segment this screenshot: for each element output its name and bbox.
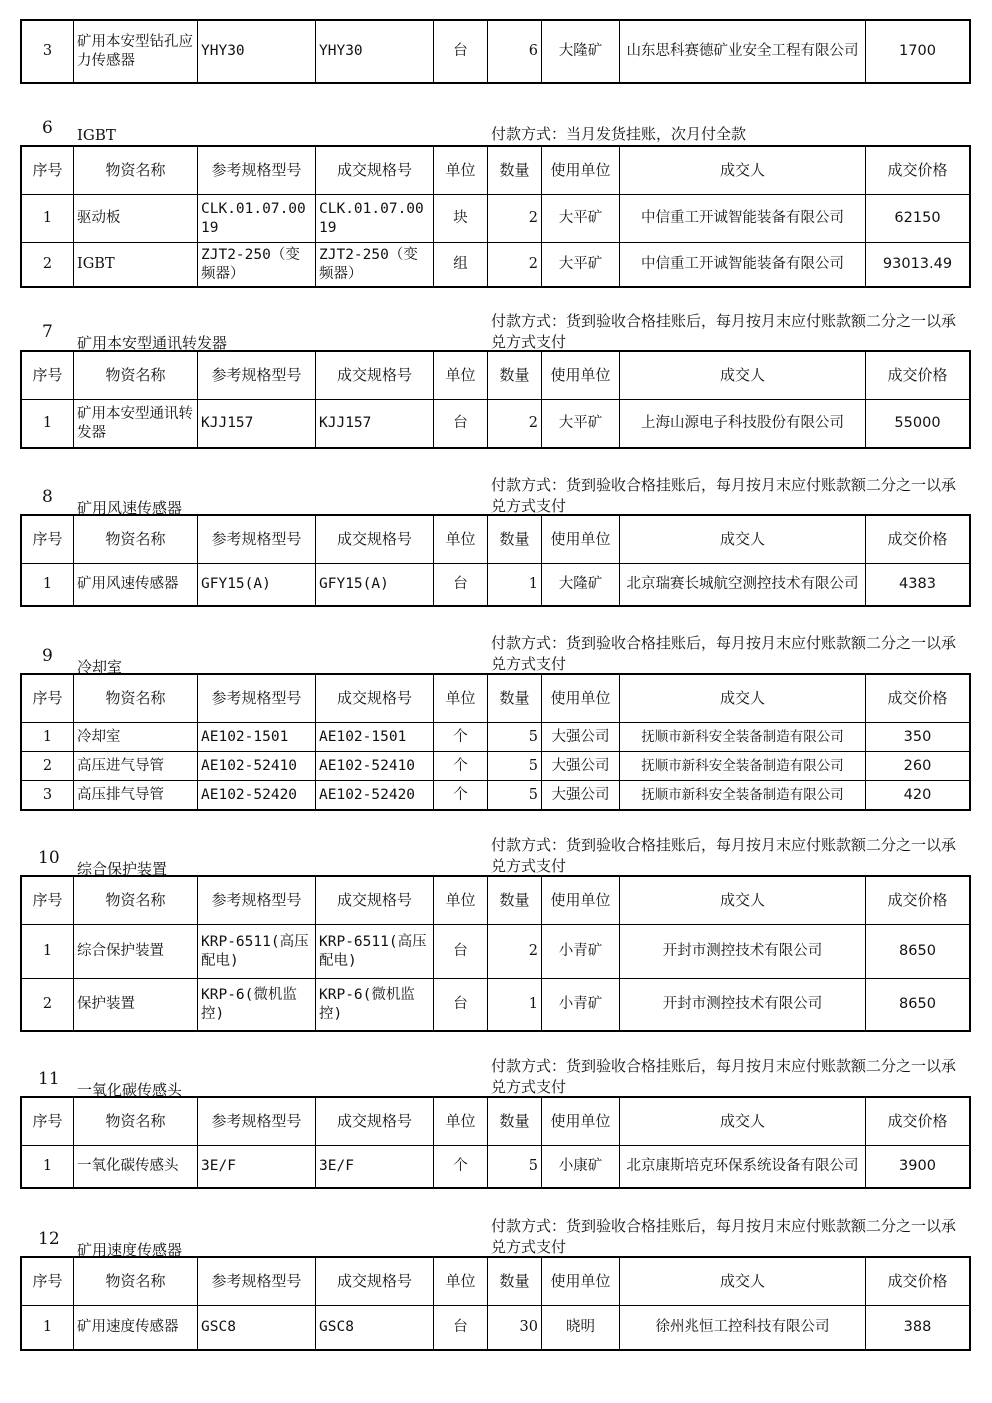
row-price: 93013.49 bbox=[866, 243, 970, 287]
column-header: 成交人 bbox=[620, 1258, 866, 1306]
row-qty: 2 bbox=[488, 243, 542, 287]
row-item-name: 矿用风速传感器 bbox=[74, 564, 198, 606]
row-user-unit: 大隆矿 bbox=[542, 564, 620, 606]
column-header: 参考规格型号 bbox=[198, 675, 316, 723]
column-header: 数量 bbox=[488, 147, 542, 195]
row-seq: 1 bbox=[22, 723, 74, 752]
row-user-unit: 大隆矿 bbox=[542, 21, 620, 83]
section-table bbox=[21, 876, 970, 1031]
column-header: 成交规格号 bbox=[316, 877, 434, 925]
row-unit: 个 bbox=[434, 781, 488, 810]
row-deal-spec: AE102-52420 bbox=[316, 781, 434, 810]
row-qty: 30 bbox=[488, 1306, 542, 1350]
section-title: 一氧化碳传感头 bbox=[77, 1081, 183, 1099]
column-header: 成交人 bbox=[620, 1098, 866, 1146]
row-vendor: 中信重工开诚智能装备有限公司 bbox=[620, 195, 866, 243]
row-qty: 6 bbox=[488, 21, 542, 83]
column-header: 物资名称 bbox=[74, 147, 198, 195]
table-row bbox=[22, 243, 970, 287]
row-user-unit: 大平矿 bbox=[542, 400, 620, 448]
payment-terms: 付款方式：货到验收合格挂账后，每月按月末应付账款额二分之一以承兑方式支付 bbox=[491, 1217, 957, 1256]
row-vendor: 北京康斯培克环保系统设备有限公司 bbox=[620, 1146, 866, 1188]
column-header: 使用单位 bbox=[542, 877, 620, 925]
section-table bbox=[21, 515, 970, 606]
column-header: 序号 bbox=[22, 1098, 74, 1146]
row-deal-spec: KRP-6511(高压配电) bbox=[316, 925, 434, 979]
row-seq: 1 bbox=[22, 400, 74, 448]
column-header: 成交规格号 bbox=[316, 352, 434, 400]
table-row bbox=[22, 979, 970, 1031]
row-user-unit: 大强公司 bbox=[542, 723, 620, 752]
section-table bbox=[21, 674, 970, 810]
column-header: 成交价格 bbox=[866, 352, 970, 400]
column-header: 成交价格 bbox=[866, 147, 970, 195]
row-seq: 2 bbox=[22, 979, 74, 1031]
table-header-row bbox=[22, 1258, 970, 1306]
table-header-row bbox=[22, 675, 970, 723]
row-unit: 台 bbox=[434, 400, 488, 448]
section-title: 矿用本安型通讯转发器 bbox=[77, 334, 228, 352]
column-header: 物资名称 bbox=[74, 516, 198, 564]
row-ref-spec: GSC8 bbox=[198, 1306, 316, 1350]
row-price: 350 bbox=[866, 723, 970, 752]
column-header: 成交规格号 bbox=[316, 147, 434, 195]
payment-terms: 付款方式：货到验收合格挂账后，每月按月末应付账款额二分之一以承兑方式支付 bbox=[491, 634, 957, 673]
row-qty: 1 bbox=[488, 564, 542, 606]
row-seq: 3 bbox=[22, 21, 74, 83]
table-header-row bbox=[22, 352, 970, 400]
row-item-name: 高压进气导管 bbox=[74, 752, 198, 781]
row-price: 3900 bbox=[866, 1146, 970, 1188]
row-qty: 2 bbox=[488, 925, 542, 979]
column-header: 物资名称 bbox=[74, 352, 198, 400]
column-header: 使用单位 bbox=[542, 352, 620, 400]
section-title: 综合保护装置 bbox=[77, 860, 168, 878]
section-number: 7 bbox=[42, 322, 53, 342]
row-seq: 1 bbox=[22, 1306, 74, 1350]
column-header: 数量 bbox=[488, 877, 542, 925]
row-vendor: 山东思科赛德矿业安全工程有限公司 bbox=[620, 21, 866, 83]
column-header: 成交规格号 bbox=[316, 1258, 434, 1306]
column-header: 物资名称 bbox=[74, 1258, 198, 1306]
row-deal-spec: YHY30 bbox=[316, 21, 434, 83]
section-table bbox=[21, 1257, 970, 1350]
row-vendor: 抚顺市新科安全装备制造有限公司 bbox=[620, 752, 866, 781]
row-vendor: 中信重工开诚智能装备有限公司 bbox=[620, 243, 866, 287]
column-header: 成交人 bbox=[620, 147, 866, 195]
row-deal-spec: 3E/F bbox=[316, 1146, 434, 1188]
row-vendor: 北京瑞赛长城航空测控技术有限公司 bbox=[620, 564, 866, 606]
column-header: 单位 bbox=[434, 675, 488, 723]
column-header: 数量 bbox=[488, 1258, 542, 1306]
row-user-unit: 大平矿 bbox=[542, 195, 620, 243]
row-ref-spec: CLK.01.07.0019 bbox=[198, 195, 316, 243]
column-header: 参考规格型号 bbox=[198, 516, 316, 564]
row-item-name: 驱动板 bbox=[74, 195, 198, 243]
row-user-unit: 大强公司 bbox=[542, 752, 620, 781]
row-unit: 台 bbox=[434, 1306, 488, 1350]
row-price: 55000 bbox=[866, 400, 970, 448]
row-user-unit: 大平矿 bbox=[542, 243, 620, 287]
row-item-name: 高压排气导管 bbox=[74, 781, 198, 810]
column-header: 单位 bbox=[434, 1258, 488, 1306]
section-title: 冷却室 bbox=[77, 658, 123, 676]
row-user-unit: 小青矿 bbox=[542, 925, 620, 979]
row-ref-spec: KRP-6511(高压配电) bbox=[198, 925, 316, 979]
row-seq: 3 bbox=[22, 781, 74, 810]
row-item-name: 冷却室 bbox=[74, 723, 198, 752]
row-unit: 台 bbox=[434, 21, 488, 83]
row-deal-spec: KRP-6(微机监控) bbox=[316, 979, 434, 1031]
column-header: 使用单位 bbox=[542, 147, 620, 195]
column-header: 使用单位 bbox=[542, 516, 620, 564]
table-header-row bbox=[22, 516, 970, 564]
column-header: 单位 bbox=[434, 1098, 488, 1146]
row-qty: 5 bbox=[488, 1146, 542, 1188]
column-header: 成交人 bbox=[620, 675, 866, 723]
column-header: 数量 bbox=[488, 1098, 542, 1146]
row-user-unit: 小康矿 bbox=[542, 1146, 620, 1188]
row-unit: 块 bbox=[434, 195, 488, 243]
row-unit: 台 bbox=[434, 564, 488, 606]
column-header: 单位 bbox=[434, 147, 488, 195]
column-header: 成交人 bbox=[620, 877, 866, 925]
continuation-table bbox=[21, 20, 970, 83]
row-item-name: IGBT bbox=[74, 243, 198, 287]
row-deal-spec: CLK.01.07.0019 bbox=[316, 195, 434, 243]
row-seq: 2 bbox=[22, 243, 74, 287]
table-row bbox=[22, 781, 970, 810]
table-header-row bbox=[22, 877, 970, 925]
row-qty: 1 bbox=[488, 979, 542, 1031]
row-price: 260 bbox=[866, 752, 970, 781]
row-price: 8650 bbox=[866, 925, 970, 979]
column-header: 数量 bbox=[488, 675, 542, 723]
column-header: 序号 bbox=[22, 147, 74, 195]
row-item-name: 矿用本安型钻孔应力传感器 bbox=[74, 21, 198, 83]
column-header: 成交人 bbox=[620, 516, 866, 564]
row-qty: 2 bbox=[488, 400, 542, 448]
row-ref-spec: 3E/F bbox=[198, 1146, 316, 1188]
row-item-name: 综合保护装置 bbox=[74, 925, 198, 979]
table-row bbox=[22, 564, 970, 606]
row-unit: 个 bbox=[434, 1146, 488, 1188]
column-header: 成交价格 bbox=[866, 877, 970, 925]
column-header: 数量 bbox=[488, 516, 542, 564]
column-header: 序号 bbox=[22, 675, 74, 723]
row-deal-spec: AE102-1501 bbox=[316, 723, 434, 752]
row-vendor: 抚顺市新科安全装备制造有限公司 bbox=[620, 723, 866, 752]
section-table bbox=[21, 146, 970, 287]
row-unit: 组 bbox=[434, 243, 488, 287]
table-header-row bbox=[22, 147, 970, 195]
row-deal-spec: ZJT2-250（变频器） bbox=[316, 243, 434, 287]
row-ref-spec: AE102-52410 bbox=[198, 752, 316, 781]
column-header: 物资名称 bbox=[74, 877, 198, 925]
row-vendor: 抚顺市新科安全装备制造有限公司 bbox=[620, 781, 866, 810]
row-deal-spec: AE102-52410 bbox=[316, 752, 434, 781]
column-header: 成交规格号 bbox=[316, 1098, 434, 1146]
table-row bbox=[22, 752, 970, 781]
row-ref-spec: YHY30 bbox=[198, 21, 316, 83]
payment-terms: 付款方式：货到验收合格挂账后，每月按月末应付账款额二分之一以承兑方式支付 bbox=[491, 312, 957, 351]
row-price: 388 bbox=[866, 1306, 970, 1350]
column-header: 成交价格 bbox=[866, 675, 970, 723]
column-header: 使用单位 bbox=[542, 675, 620, 723]
row-seq: 1 bbox=[22, 1146, 74, 1188]
row-ref-spec: GFY15(A) bbox=[198, 564, 316, 606]
row-item-name: 一氧化碳传感头 bbox=[74, 1146, 198, 1188]
row-item-name: 矿用本安型通讯转发器 bbox=[74, 400, 198, 448]
row-ref-spec: KJJ157 bbox=[198, 400, 316, 448]
column-header: 使用单位 bbox=[542, 1098, 620, 1146]
section-number: 9 bbox=[42, 646, 53, 666]
row-unit: 个 bbox=[434, 752, 488, 781]
row-unit: 台 bbox=[434, 979, 488, 1031]
column-header: 物资名称 bbox=[74, 1098, 198, 1146]
column-header: 成交人 bbox=[620, 352, 866, 400]
row-qty: 5 bbox=[488, 752, 542, 781]
column-header: 序号 bbox=[22, 516, 74, 564]
row-qty: 5 bbox=[488, 781, 542, 810]
row-user-unit: 大强公司 bbox=[542, 781, 620, 810]
column-header: 数量 bbox=[488, 352, 542, 400]
column-header: 成交规格号 bbox=[316, 516, 434, 564]
column-header: 序号 bbox=[22, 877, 74, 925]
column-header: 物资名称 bbox=[74, 675, 198, 723]
table-row bbox=[22, 723, 970, 752]
column-header: 参考规格型号 bbox=[198, 147, 316, 195]
row-user-unit: 晓明 bbox=[542, 1306, 620, 1350]
row-seq: 2 bbox=[22, 752, 74, 781]
row-ref-spec: KRP-6(微机监控) bbox=[198, 979, 316, 1031]
row-seq: 1 bbox=[22, 564, 74, 606]
row-unit: 台 bbox=[434, 925, 488, 979]
table-row bbox=[22, 1146, 970, 1188]
payment-terms: 付款方式：货到验收合格挂账后，每月按月末应付账款额二分之一以承兑方式支付 bbox=[491, 476, 957, 515]
column-header: 使用单位 bbox=[542, 1258, 620, 1306]
row-ref-spec: ZJT2-250（变频器） bbox=[198, 243, 316, 287]
row-item-name: 矿用速度传感器 bbox=[74, 1306, 198, 1350]
column-header: 成交价格 bbox=[866, 1258, 970, 1306]
column-header: 单位 bbox=[434, 352, 488, 400]
row-price: 8650 bbox=[866, 979, 970, 1031]
row-user-unit: 小青矿 bbox=[542, 979, 620, 1031]
column-header: 参考规格型号 bbox=[198, 1098, 316, 1146]
column-header: 参考规格型号 bbox=[198, 1258, 316, 1306]
section-number: 10 bbox=[38, 848, 60, 868]
row-seq: 1 bbox=[22, 925, 74, 979]
row-price: 420 bbox=[866, 781, 970, 810]
row-item-name: 保护装置 bbox=[74, 979, 198, 1031]
section-table bbox=[21, 351, 970, 448]
row-vendor: 徐州兆恒工控科技有限公司 bbox=[620, 1306, 866, 1350]
section-table bbox=[21, 1097, 970, 1188]
payment-terms: 付款方式：货到验收合格挂账后，每月按月末应付账款额二分之一以承兑方式支付 bbox=[491, 1057, 957, 1096]
row-vendor: 开封市测控技术有限公司 bbox=[620, 925, 866, 979]
section-title: IGBT bbox=[77, 126, 116, 144]
section-number: 12 bbox=[38, 1229, 60, 1249]
section-number: 6 bbox=[42, 118, 53, 138]
column-header: 成交规格号 bbox=[316, 675, 434, 723]
row-price: 4383 bbox=[866, 564, 970, 606]
row-seq: 1 bbox=[22, 195, 74, 243]
table-row bbox=[22, 1306, 970, 1350]
payment-terms: 付款方式：货到验收合格挂账后，每月按月末应付账款额二分之一以承兑方式支付 bbox=[491, 836, 957, 875]
row-ref-spec: AE102-52420 bbox=[198, 781, 316, 810]
column-header: 单位 bbox=[434, 516, 488, 564]
column-header: 成交价格 bbox=[866, 516, 970, 564]
table-row bbox=[22, 21, 970, 83]
section-title: 矿用速度传感器 bbox=[77, 1241, 183, 1259]
column-header: 成交价格 bbox=[866, 1098, 970, 1146]
column-header: 单位 bbox=[434, 877, 488, 925]
row-deal-spec: GFY15(A) bbox=[316, 564, 434, 606]
row-deal-spec: GSC8 bbox=[316, 1306, 434, 1350]
column-header: 序号 bbox=[22, 1258, 74, 1306]
table-header-row bbox=[22, 1098, 970, 1146]
column-header: 参考规格型号 bbox=[198, 352, 316, 400]
payment-terms: 付款方式：当月发货挂账，次月付全款 bbox=[491, 125, 747, 143]
row-price: 1700 bbox=[866, 21, 970, 83]
row-unit: 个 bbox=[434, 723, 488, 752]
column-header: 序号 bbox=[22, 352, 74, 400]
table-row bbox=[22, 925, 970, 979]
row-deal-spec: KJJ157 bbox=[316, 400, 434, 448]
row-ref-spec: AE102-1501 bbox=[198, 723, 316, 752]
section-number: 11 bbox=[38, 1069, 60, 1089]
row-vendor: 上海山源电子科技股份有限公司 bbox=[620, 400, 866, 448]
table-row bbox=[22, 195, 970, 243]
section-title: 矿用风速传感器 bbox=[77, 499, 183, 517]
row-qty: 2 bbox=[488, 195, 542, 243]
column-header: 参考规格型号 bbox=[198, 877, 316, 925]
section-number: 8 bbox=[42, 487, 53, 507]
table-row bbox=[22, 400, 970, 448]
row-qty: 5 bbox=[488, 723, 542, 752]
row-price: 62150 bbox=[866, 195, 970, 243]
row-vendor: 开封市测控技术有限公司 bbox=[620, 979, 866, 1031]
